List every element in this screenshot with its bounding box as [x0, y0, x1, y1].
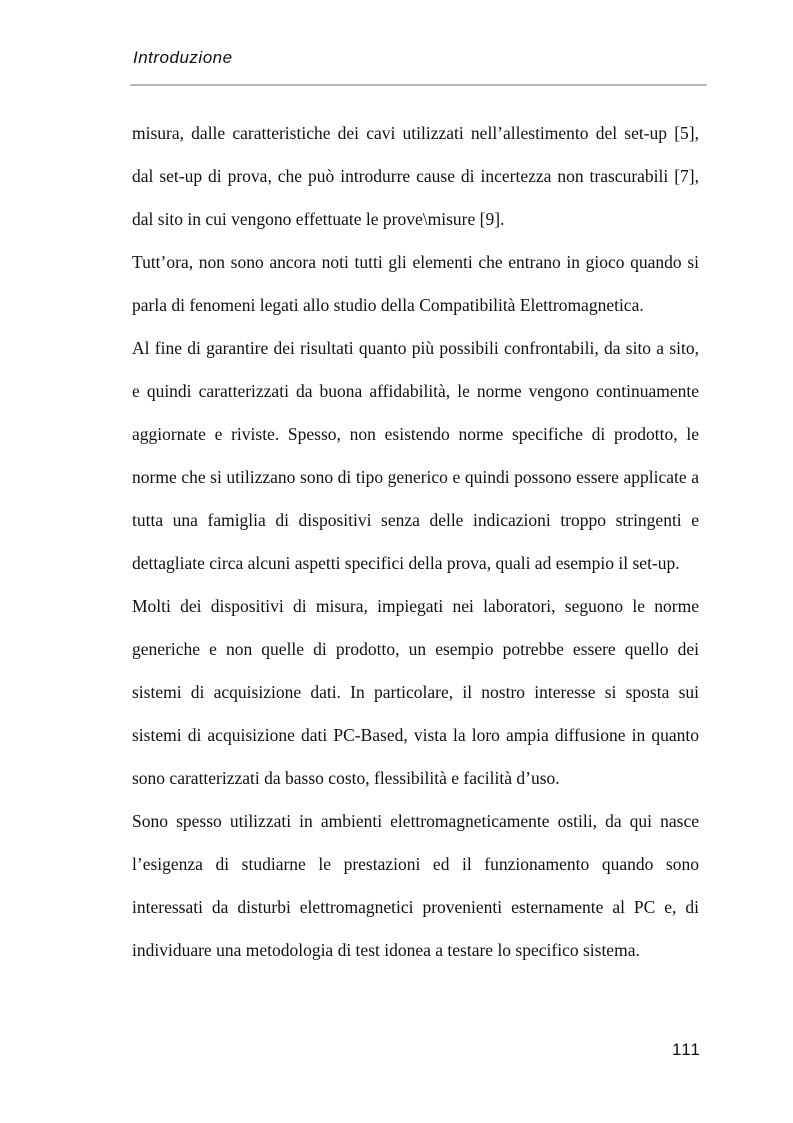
header-divider — [130, 84, 707, 86]
paragraph-2: Tutt’ora, non sono ancora noti tutti gli elementi che entrano in gioco quando si parla di fenomeni legati allo studio della Compatibilità Elettromagnetica. — [132, 252, 699, 315]
body-text — [132, 112, 699, 972]
paragraph-1: misura, dalle caratteristiche dei cavi utilizzati nell’allestimento del set-up [5], dal set-up di prova, che può introdurre cause di incertezza non trascurabili [7], dal sito in cui vengono effettuate le prove\misure [9]. — [132, 123, 699, 229]
paragraph-4: Molti dei dispositivi di misura, impiegati nei laboratori, seguono le norme generiche e non quelle di prodotto, un esempio potrebbe essere quello dei sistemi di acquisizione dati. In particolare, il nostro interesse si sposta sui sistemi di acquisizione dati PC-Based, vista la loro ampia diffusione in quanto sono caratterizzati da basso costo, flessibilità e facilità d’uso. — [132, 596, 699, 788]
page-header-title: Introduzione — [133, 48, 233, 67]
paragraph-5: Sono spesso utilizzati in ambienti elettromagneticamente ostili, da qui nasce l’esigenza di studiarne le prestazioni ed il funzionamento quando sono interessati da disturbi elettromagnetici provenienti esternamente al PC e, di individuare una metodologia di test idonea a testare lo specifico sistema. — [132, 811, 699, 960]
page-number: 111 — [672, 1040, 701, 1059]
paragraph-3: Al fine di garantire dei risultati quanto più possibili confrontabili, da sito a sito, e quindi caratterizzati da buona affidabilità, le norme vengono continuamente aggiornate e riviste. Spesso, non esistendo norme specifiche di prodotto, le norme che si utilizzano sono di tipo generico e quindi possono essere applicate a tutta una famiglia di dispositivi senza delle indicazioni troppo stringenti e dettagliate circa alcuni aspetti specifici della prova, quali ad esempio il set-up. — [132, 338, 699, 573]
